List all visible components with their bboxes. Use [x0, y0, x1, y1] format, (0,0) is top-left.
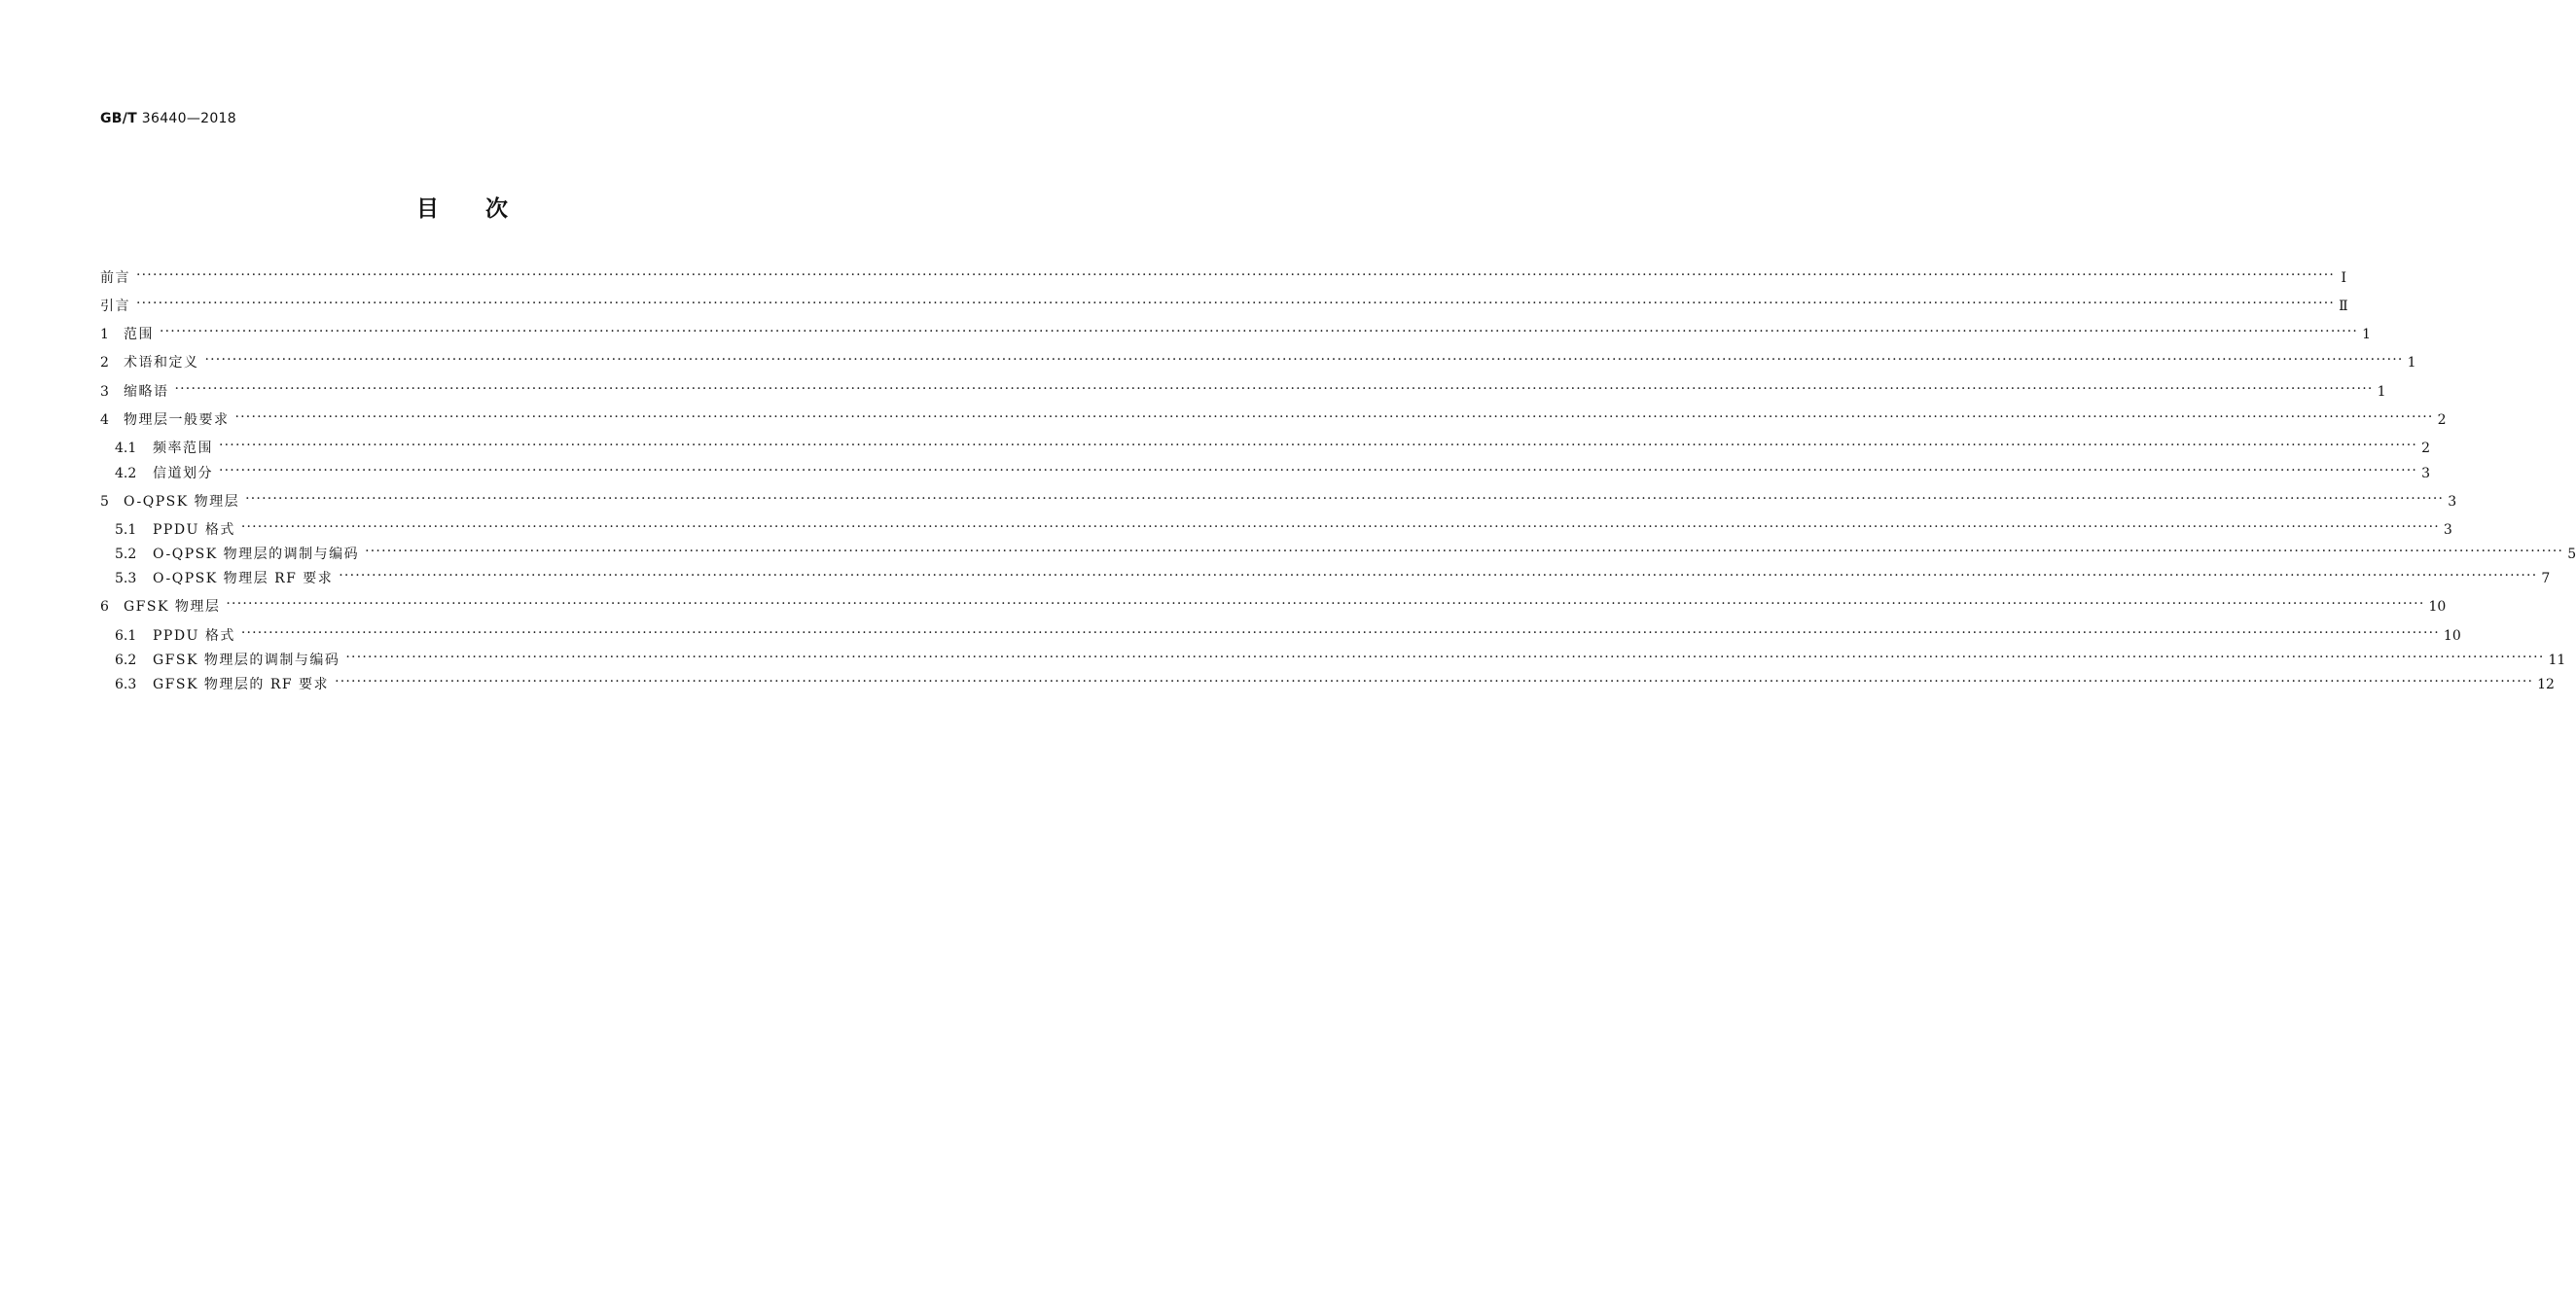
toc-entry[interactable] [100, 409, 2447, 429]
toc-entry-label: PPDU 格式 [153, 628, 235, 644]
toc-entry[interactable] [100, 324, 2371, 343]
toc-entry-number: 2 [100, 355, 109, 371]
toc-entry-label: 物理层一般要求 [124, 412, 230, 428]
toc-entry-page: 12 [2537, 677, 2555, 692]
toc-entry-page: 2 [2437, 412, 2447, 428]
toc-leader-dots: ················································································································································································································································································································································································································ [136, 296, 2336, 311]
toc-entry-number: 6.2 [115, 653, 137, 668]
toc-entry[interactable] [115, 650, 2566, 669]
toc-entry[interactable] [115, 544, 2576, 563]
document-header [100, 111, 236, 126]
standard-prefix: GB/T [100, 111, 138, 126]
toc-entry-label: O-QPSK 物理层 RF 要求 [153, 571, 334, 586]
toc-entry-label: GFSK 物理层的 RF 要求 [153, 677, 330, 692]
toc-entry-page: 1 [2377, 384, 2386, 400]
toc-leader-dots: ················································································································································································································································································································································································································ [204, 352, 2404, 368]
toc-entry-label: 缩略语 [124, 384, 169, 400]
toc-entry-number: 3 [100, 384, 109, 400]
toc-entry-number: 6.1 [115, 628, 137, 644]
toc-leader-dots: ················································································································································································································································································································································································································ [345, 650, 2545, 665]
toc-entry-page: 11 [2548, 653, 2566, 668]
toc-leader-dots: ················································································································································································································································································································································································································ [240, 519, 2440, 535]
toc-entry-page: 3 [2443, 522, 2452, 538]
standard-number: 36440—2018 [141, 111, 236, 126]
toc-leader-dots: ················································································································································································································································································································································································································ [219, 463, 2418, 478]
toc-entry-number: 5 [100, 494, 109, 510]
page-title: 目次 [416, 196, 555, 222]
toc-entry[interactable] [100, 491, 2457, 511]
toc-leader-dots: ················································································································································································································································································································································································································ [240, 625, 2440, 641]
toc-leader-dots: ················································································································································································································································································································································································································ [365, 544, 2564, 559]
toc-leader-dots: ················································································································································································································································································································································································································ [174, 381, 2374, 397]
toc-entry[interactable] [115, 625, 2461, 645]
toc-entry[interactable] [100, 381, 2386, 401]
toc-entry-page: 10 [2443, 628, 2461, 644]
toc-leader-dots: ················································································································································································································································································································································································································ [245, 491, 2445, 507]
toc-leader-dots: ················································································································································································································································································································································································································ [226, 596, 2425, 612]
toc-entry[interactable] [115, 674, 2555, 693]
toc-entry-page: 7 [2541, 571, 2551, 586]
toc-entry-number: 4.2 [115, 466, 137, 481]
toc-entry-label: O-QPSK 物理层的调制与编码 [153, 547, 360, 562]
toc-entry-page: Ⅰ [2341, 270, 2347, 286]
toc-entry[interactable] [100, 352, 2416, 371]
toc-entry-page: 3 [2421, 466, 2430, 481]
toc-entry-label: GFSK 物理层的调制与编码 [153, 653, 340, 668]
toc-entry-label: 术语和定义 [124, 355, 199, 371]
toc-leader-dots: ················································································································································································································································································································································································································ [234, 409, 2434, 425]
toc-entry[interactable] [100, 596, 2447, 616]
toc-entry-page: 10 [2428, 599, 2447, 615]
toc-entry-page: 5 [2567, 547, 2576, 562]
toc-entry-page: 2 [2421, 441, 2430, 456]
toc-entry-label: GFSK 物理层 [124, 599, 221, 615]
toc-entry-number: 4 [100, 412, 109, 428]
toc-leader-dots: ················································································································································································································································································································································································································ [160, 324, 2359, 339]
toc-entry-number: 5.1 [115, 522, 137, 538]
toc-entry-label: 信道划分 [153, 466, 213, 481]
toc-entry-number: 6 [100, 599, 109, 615]
toc-leader-dots: ················································································································································································································································································································································································································ [219, 438, 2418, 453]
toc-entry-label: 范围 [124, 327, 154, 342]
toc-entry-label: 前言 [100, 270, 130, 286]
toc-entry[interactable] [100, 267, 2347, 287]
toc-entry[interactable] [115, 438, 2430, 457]
toc-entry-number: 6.3 [115, 677, 137, 692]
toc-entry-page: Ⅱ [2339, 299, 2348, 314]
toc-entry-label: O-QPSK 物理层 [124, 494, 240, 510]
toc-entry-label: 引言 [100, 299, 130, 314]
toc-entry[interactable] [100, 296, 2348, 315]
toc-entry-number: 1 [100, 327, 109, 342]
toc-entry-page: 1 [2407, 355, 2416, 371]
toc-entry-number: 5.3 [115, 571, 137, 586]
toc-entry-label: 频率范围 [153, 441, 213, 456]
toc-entry-page: 1 [2362, 327, 2371, 342]
toc-leader-dots: ················································································································································································································································································································································································································ [339, 568, 2538, 583]
toc-leader-dots: ················································································································································································································································································································································································································ [335, 674, 2534, 689]
toc-entry[interactable] [115, 568, 2551, 587]
toc-entry-number: 4.1 [115, 441, 137, 456]
toc-entry-number: 5.2 [115, 547, 137, 562]
toc-entry-page: 3 [2448, 494, 2457, 510]
toc-entry[interactable] [115, 463, 2430, 482]
toc-entry-label: PPDU 格式 [153, 522, 235, 538]
toc-leader-dots: ················································································································································································································································································································································································································ [136, 267, 2336, 283]
toc-entry[interactable] [115, 519, 2452, 539]
